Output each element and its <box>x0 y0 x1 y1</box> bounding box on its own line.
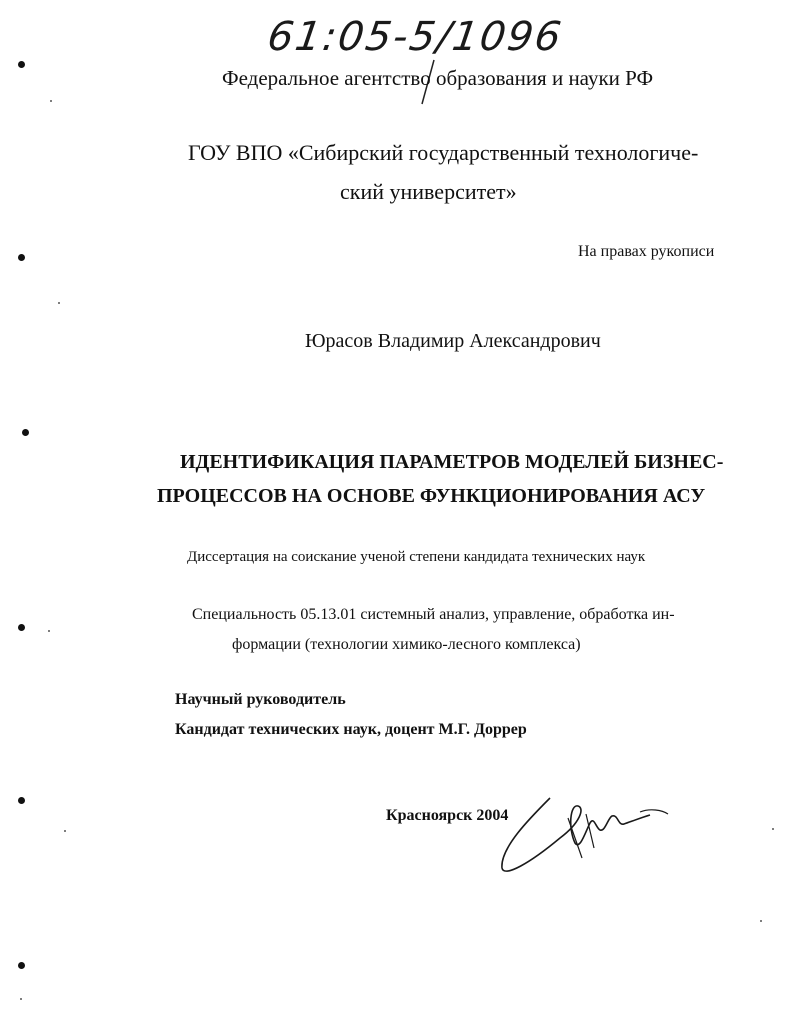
university-name-line-2: ский университет» <box>340 179 517 204</box>
scan-speck <box>772 828 774 830</box>
dissertation-degree: Диссертация на соискание ученой степени кандидата технических наук <box>187 549 646 565</box>
handwritten-archive-code: 61:05-5/1096 <box>264 14 566 60</box>
handwritten-signature <box>490 788 680 883</box>
city-and-year: Красноярск 2004 <box>386 807 509 824</box>
agency-name: Федеральное агентство образования и науки РФ <box>222 66 654 90</box>
author-name: Юрасов Владимир Александрович <box>305 330 601 352</box>
scan-speck <box>64 830 66 832</box>
binder-hole-mark <box>18 254 25 261</box>
manuscript-rights-note: На правах рукописи <box>578 243 715 260</box>
scan-speck <box>20 998 22 1000</box>
scan-speck <box>58 302 60 304</box>
binder-hole-mark <box>18 797 25 804</box>
scan-speck <box>50 100 52 102</box>
binder-hole-mark <box>18 61 25 68</box>
supervisor-name: Кандидат технических наук, доцент М.Г. Доррер <box>175 721 527 738</box>
binder-hole-mark <box>18 624 25 631</box>
thesis-title-line-1: ИДЕНТИФИКАЦИЯ ПАРАМЕТРОВ МОДЕЛЕЙ БИЗНЕС- <box>180 451 724 473</box>
supervisor-heading: Научный руководитель <box>175 691 346 708</box>
binder-hole-mark <box>22 429 29 436</box>
binder-hole-mark <box>18 962 25 969</box>
scan-speck <box>48 630 50 632</box>
scan-speck <box>760 920 762 922</box>
specialty-line-2: формации (технологии химико-лесного комплекса) <box>232 636 581 653</box>
specialty-line-1: Специальность 05.13.01 системный анализ, управление, обработка ин- <box>192 606 675 623</box>
thesis-title-line-2: ПРОЦЕССОВ НА ОСНОВЕ ФУНКЦИОНИРОВАНИЯ АСУ <box>157 485 706 507</box>
university-name-line-1: ГОУ ВПО «Сибирский государственный технологиче- <box>188 140 699 165</box>
